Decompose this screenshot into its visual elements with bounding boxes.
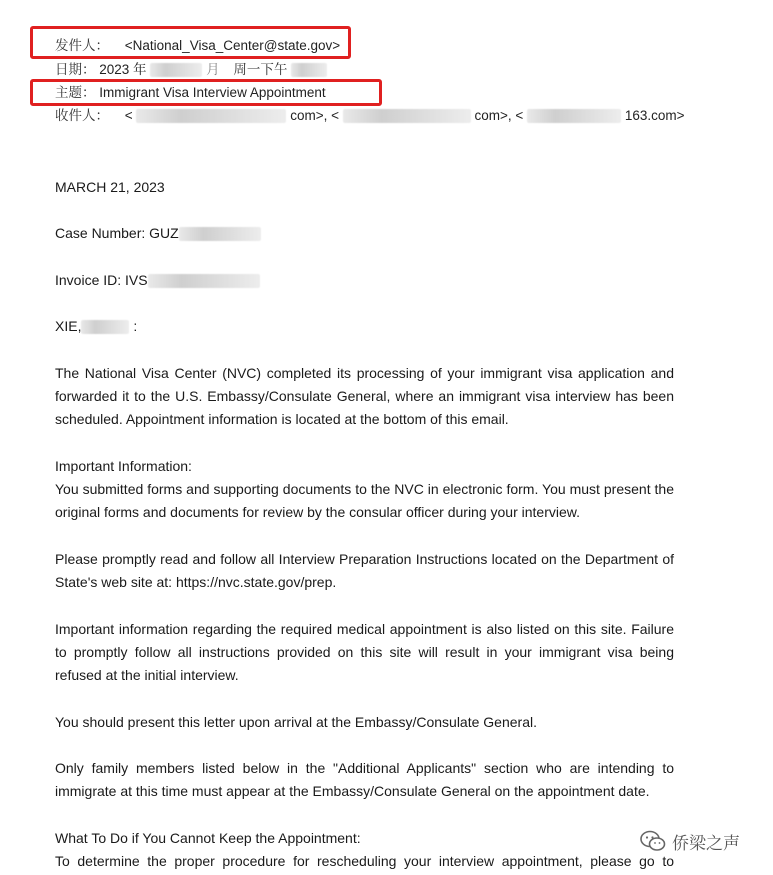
paragraph-6 <box>55 757 674 803</box>
paragraph-3-text: Please promptly read and follow all Interview Preparation Instructions located on the Department of State's web site at: https://nvc.state.gov/prep. <box>55 551 674 590</box>
to-part-2: com>, < <box>290 108 339 123</box>
subject-value: Immigrant Visa Interview Appointment <box>99 85 326 100</box>
salutation-start: XIE, <box>55 318 82 334</box>
invoice-line <box>55 269 674 292</box>
redacted-date-month <box>150 63 202 77</box>
redacted-recipient-2 <box>343 109 471 123</box>
salutation-line <box>55 315 674 338</box>
to-part-3: com>, < <box>474 108 524 123</box>
wechat-icon <box>640 830 666 852</box>
important-info-section <box>55 455 674 524</box>
paragraph-5 <box>55 711 674 734</box>
important-heading: Important Information: <box>55 458 192 474</box>
redacted-time <box>291 63 327 77</box>
redacted-invoice-id <box>148 274 260 288</box>
date-year: 2023 年 <box>99 62 147 77</box>
subject-label: 主题： <box>55 85 96 101</box>
case-number-label: Case Number: GUZ <box>55 225 179 241</box>
paragraph-4-text: Important information regarding the required medical appointment is also listed on this site. Failure to promptly follow all instructions provided on this site will result in your immigrant visa being refused at the initial interview. <box>55 621 674 683</box>
subject-row <box>55 82 326 104</box>
redacted-recipient-3 <box>527 109 621 123</box>
to-part-4: 163.com> <box>624 108 685 123</box>
cannot-keep-heading: What To Do if You Cannot Keep the Appointment: <box>55 830 361 846</box>
salutation-end: : <box>133 318 138 334</box>
redacted-recipient-1 <box>136 109 286 123</box>
paragraph-4 <box>55 618 674 687</box>
paragraph-1-text: The National Visa Center (NVC) completed its processing of your immigrant visa application and forwarded it to the U.S. Embassy/Consulate General, where an immigrant visa interview has been scheduled. Appointment information is located at the bottom of this email. <box>55 365 674 427</box>
letter-date: MARCH 21, 2023 <box>55 179 165 195</box>
redacted-name <box>81 320 129 334</box>
to-row <box>55 105 684 127</box>
date-label: 日期： <box>55 62 96 78</box>
paragraph-6-text: Only family members listed below in the "Additional Applicants" section who are intending to immigrate at this time must appear at the Embassy/Consulate General on the appointment date. <box>55 760 674 799</box>
case-number-line <box>55 222 674 245</box>
to-label: 收件人： <box>55 108 109 124</box>
paragraph-7-partial: To determine the proper procedure for rescheduling your interview appointment, please go to <box>55 853 674 869</box>
date-row <box>55 59 327 81</box>
date-month-mark: 月 <box>206 62 220 78</box>
paragraph-1 <box>55 362 674 431</box>
redacted-case-number <box>179 227 261 241</box>
watermark-text: 侨梁之声 <box>672 833 740 854</box>
from-label: 发件人： <box>55 38 109 54</box>
to-part-1: < <box>124 108 133 123</box>
from-value[interactable]: <National_Visa_Center@state.gov> <box>124 38 341 53</box>
invoice-label: Invoice ID: IVS <box>55 272 148 288</box>
cannot-keep-section <box>55 827 674 873</box>
date-weekday: 周一下午 <box>233 62 288 78</box>
from-row <box>55 35 340 57</box>
paragraph-3 <box>55 548 674 594</box>
paragraph-2-text: You submitted forms and supporting documents to the NVC in electronic form. You must present the original forms and documents for review by the consular officer during your interview. <box>55 481 674 520</box>
watermark <box>640 828 740 854</box>
paragraph-5-text: You should present this letter upon arrival at the Embassy/Consulate General. <box>55 714 537 730</box>
